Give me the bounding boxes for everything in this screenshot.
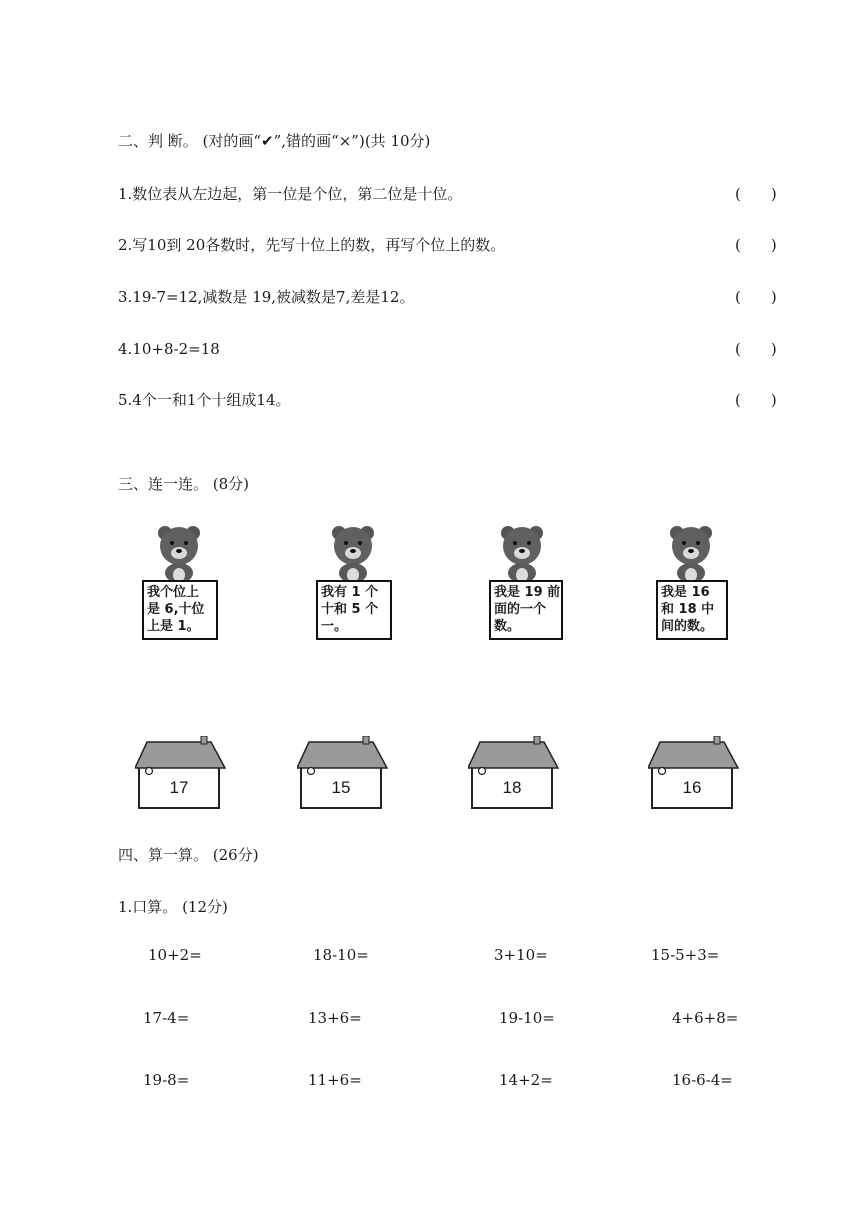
bear-card-2-line-2: 十和 5 个 bbox=[321, 602, 379, 617]
judge-item-4: 4.10+8-2=18 bbox=[118, 340, 220, 358]
calc-r2-c4: 4+6+8= bbox=[672, 1009, 739, 1027]
bear-card-3-line-2: 面的一个 bbox=[494, 602, 547, 617]
calc-r1-c3: 3+10= bbox=[494, 946, 548, 964]
oral-calc-subtitle: 1.口算。 (12分) bbox=[118, 898, 228, 916]
house-3 bbox=[468, 736, 560, 810]
bear-card-3-line-1: 我是 19 前 bbox=[494, 585, 561, 600]
judge-item-3: 3.19-7=12,减数是 19,被减数是7,差是12。 bbox=[118, 288, 415, 306]
answer-paren-1[interactable]: ( ) bbox=[735, 185, 777, 203]
calc-r1-c4: 15-5+3= bbox=[651, 946, 720, 964]
house-1 bbox=[135, 736, 227, 810]
bear-card-4-line-3: 间的数。 bbox=[661, 619, 714, 634]
house-number-4: 16 bbox=[682, 778, 702, 797]
house-number-1: 17 bbox=[169, 778, 189, 797]
section-4-title: 四、算一算。 (26分) bbox=[118, 846, 259, 864]
judge-item-5: 5.4个一和1个十组成14。 bbox=[118, 391, 291, 409]
bear-icon bbox=[322, 523, 398, 583]
bear-card-1-line-1: 我个位上 bbox=[147, 585, 200, 600]
answer-paren-4[interactable]: ( ) bbox=[735, 340, 777, 358]
bear-card-2-line-1: 我有 1 个 bbox=[321, 585, 379, 600]
bear-1 bbox=[148, 523, 224, 643]
calc-r2-c3: 19-10= bbox=[499, 1009, 555, 1027]
bear-card-1 bbox=[142, 580, 218, 640]
judge-item-1: 1.数位表从左边起，第一位是个位，第二位是十位。 bbox=[118, 185, 463, 203]
house-icon bbox=[468, 736, 560, 810]
house-icon bbox=[648, 736, 740, 810]
house-number-3: 18 bbox=[502, 778, 522, 797]
calc-r1-c1: 10+2= bbox=[148, 946, 202, 964]
answer-paren-2[interactable]: ( ) bbox=[735, 236, 777, 254]
bear-card-4 bbox=[656, 580, 728, 640]
answer-paren-5[interactable]: ( ) bbox=[735, 391, 777, 409]
house-number-2: 15 bbox=[331, 778, 351, 797]
section-2-title: 二、判 断。 (对的画“✔”,错的画“×”)(共 10分) bbox=[118, 132, 431, 150]
house-icon bbox=[297, 736, 389, 810]
bear-3 bbox=[491, 523, 567, 643]
section-3-title: 三、连一连。 (8分) bbox=[118, 475, 250, 493]
answer-paren-3[interactable]: ( ) bbox=[735, 288, 777, 306]
calc-r3-c1: 19-8= bbox=[143, 1071, 190, 1089]
bear-icon bbox=[491, 523, 567, 583]
bear-icon bbox=[148, 523, 224, 583]
bear-card-3 bbox=[489, 580, 563, 640]
bear-card-1-line-3: 上是 1。 bbox=[147, 619, 200, 634]
bear-card-4-line-1: 我是 16 bbox=[661, 585, 710, 600]
bear-card-2 bbox=[316, 580, 392, 640]
bear-2 bbox=[322, 523, 398, 643]
calc-r1-c2: 18-10= bbox=[313, 946, 369, 964]
calc-r3-c3: 14+2= bbox=[499, 1071, 553, 1089]
bear-card-1-line-2: 是 6,十位 bbox=[147, 602, 205, 617]
calc-r3-c4: 16-6-4= bbox=[672, 1071, 733, 1089]
house-4 bbox=[648, 736, 740, 810]
calc-r2-c1: 17-4= bbox=[143, 1009, 190, 1027]
bear-card-2-line-3: 一。 bbox=[321, 619, 348, 634]
house-2 bbox=[297, 736, 389, 810]
calc-r2-c2: 13+6= bbox=[308, 1009, 362, 1027]
judge-item-2: 2.写10到 20各数时，先写十位上的数，再写个位上的数。 bbox=[118, 236, 506, 254]
bear-icon bbox=[660, 523, 736, 583]
house-icon bbox=[135, 736, 227, 810]
bear-4 bbox=[660, 523, 736, 643]
calc-r3-c2: 11+6= bbox=[308, 1071, 362, 1089]
bear-card-4-line-2: 和 18 中 bbox=[661, 602, 715, 617]
bear-card-3-line-3: 数。 bbox=[494, 619, 521, 634]
